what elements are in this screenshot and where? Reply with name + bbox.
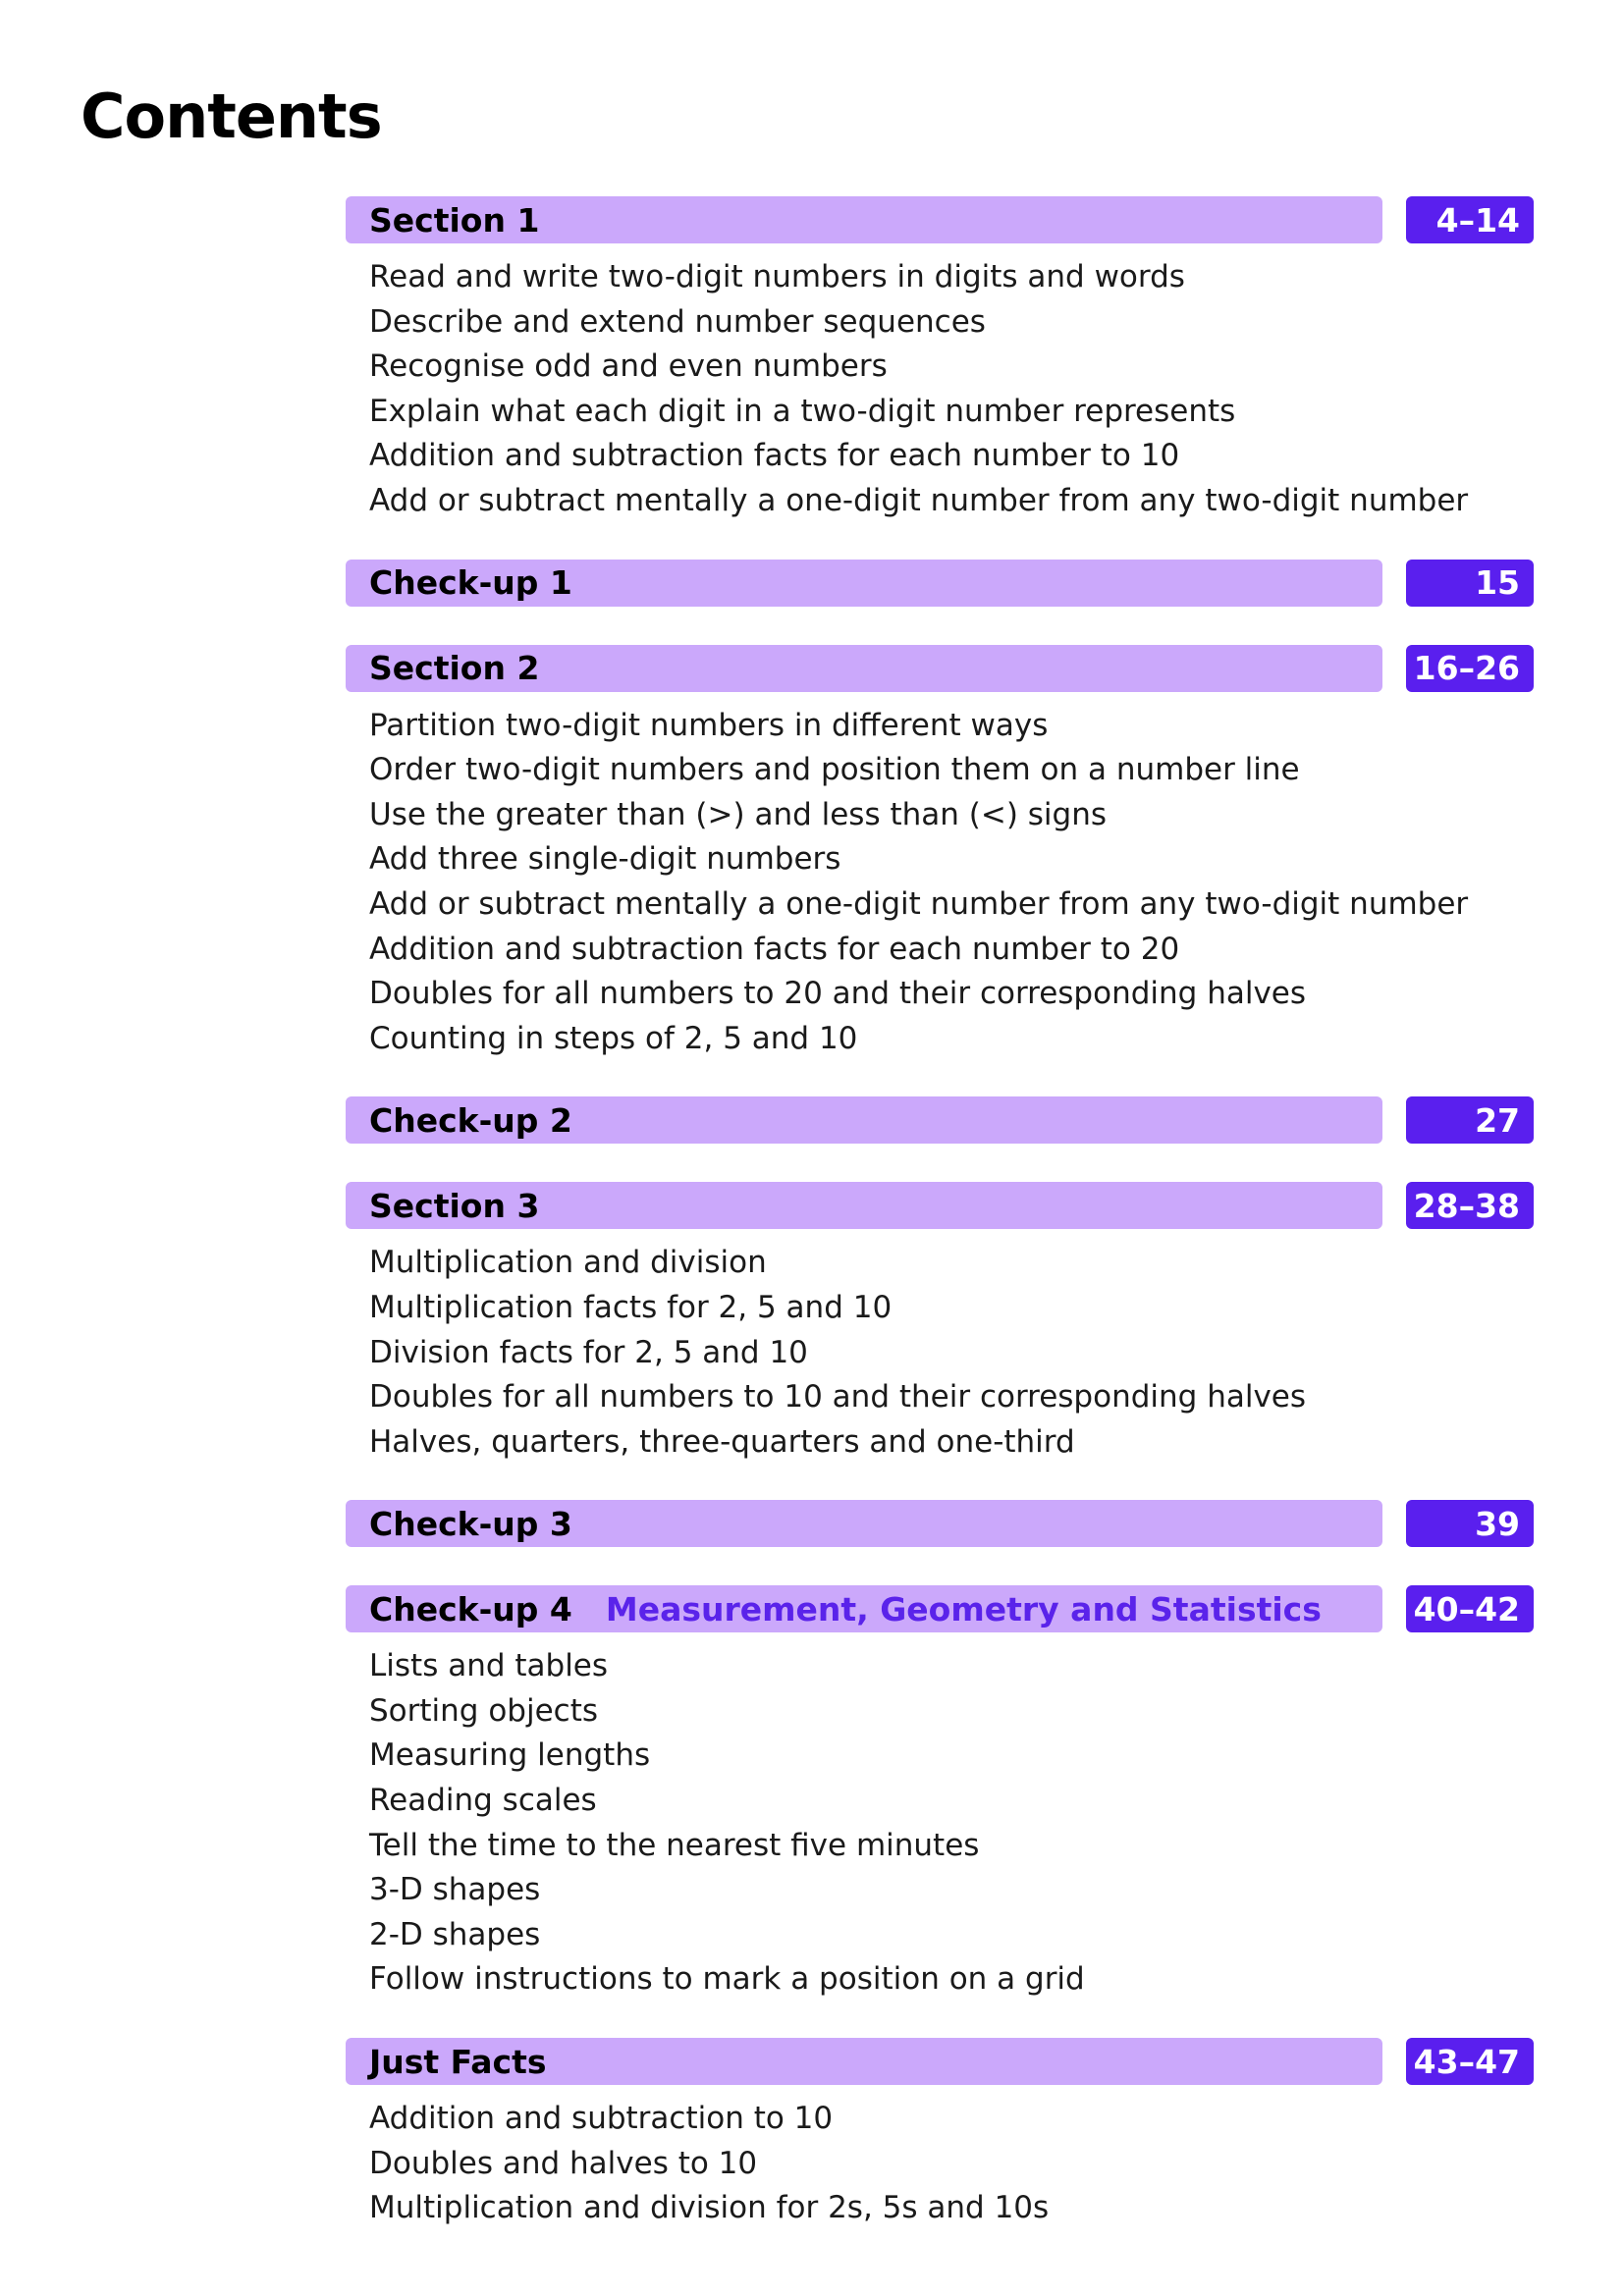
toc-topic: Halves, quarters, three-quarters and one-third — [369, 1423, 1075, 1460]
toc-header-bar[interactable] — [346, 1096, 1382, 1144]
toc-block-section-1 — [346, 196, 1534, 560]
toc-header-label: Just Facts — [369, 2042, 547, 2081]
page-range-badge[interactable]: 40–42 — [1406, 1585, 1534, 1632]
toc-topic: Addition and subtraction to 10 — [369, 2101, 834, 2137]
toc-topic: 3-D shapes — [369, 1872, 541, 1908]
toc-header-bar[interactable] — [346, 1182, 1382, 1229]
toc-header-bar[interactable] — [346, 1500, 1382, 1547]
toc-topic: Doubles for all numbers to 20 and their corresponding halves — [369, 976, 1307, 1012]
toc-topic: Tell the time to the nearest five minutes — [369, 1827, 980, 1863]
toc-topic-list — [369, 2097, 1534, 2231]
toc-header-subtitle: Measurement, Geometry and Statistics — [605, 1589, 1322, 1629]
toc-topic: 2-D shapes — [369, 1916, 541, 1952]
toc-header-label: Section 3 — [369, 1186, 540, 1225]
page-range-badge[interactable]: 4–14 — [1406, 196, 1534, 243]
toc-block-check-up-3 — [346, 1500, 1534, 1585]
toc-topic: Multiplication and division — [369, 1245, 767, 1281]
toc-topic: Recognise odd and even numbers — [369, 348, 888, 385]
toc-topic: Order two-digit numbers and position them on a number line — [369, 752, 1300, 788]
toc-header-label: Check-up 1 — [369, 563, 572, 603]
toc-topic: Doubles and halves to 10 — [369, 2145, 758, 2181]
toc-topic: Addition and subtraction facts for each number to 10 — [369, 438, 1180, 474]
toc-topic: Addition and subtraction facts for each number to 20 — [369, 931, 1180, 967]
toc-topic: Lists and tables — [369, 1648, 609, 1684]
page-range-badge[interactable]: 39 — [1406, 1500, 1534, 1547]
toc-topic: Multiplication facts for 2, 5 and 10 — [369, 1289, 893, 1325]
toc-topic: Follow instructions to mark a position on a grid — [369, 1961, 1085, 1998]
toc-block-section-2 — [346, 645, 1534, 1097]
toc-topic: Partition two-digit numbers in different ways — [369, 707, 1049, 743]
toc-header-bar[interactable] — [346, 2038, 1382, 2085]
toc-header-label: Check-up 4 — [369, 1589, 572, 1629]
toc-topic: Add or subtract mentally a one-digit number from any two-digit number — [369, 482, 1469, 518]
toc-header-row — [346, 196, 1534, 243]
toc-topic: Add or subtract mentally a one-digit number from any two-digit number — [369, 885, 1469, 922]
toc-block-check-up-2 — [346, 1096, 1534, 1182]
toc-header-row — [346, 1182, 1534, 1229]
toc-header-label: Check-up 3 — [369, 1504, 572, 1543]
toc-topic: Read and write two-digit numbers in digits and words — [369, 259, 1185, 294]
page-range-badge[interactable]: 28–38 — [1406, 1182, 1534, 1229]
toc-header-row — [346, 1096, 1534, 1144]
page-range-badge[interactable]: 43–47 — [1406, 2038, 1534, 2085]
page-range-badge[interactable]: 27 — [1406, 1096, 1534, 1144]
toc-header-label: Section 2 — [369, 649, 540, 688]
toc-header-bar[interactable] — [346, 1585, 1382, 1632]
toc-topic-list — [369, 255, 1534, 524]
toc-block-check-up-4 — [346, 1585, 1534, 2038]
toc-header-label: Section 1 — [369, 200, 540, 240]
toc-header-row — [346, 560, 1534, 607]
toc-topic: Use the greater than (>) and less than (<) signs — [369, 796, 1108, 832]
toc-header-row — [346, 1585, 1534, 1632]
toc-topic: Doubles for all numbers to 10 and their corresponding halves — [369, 1379, 1307, 1415]
toc-topic: Add three single-digit numbers — [369, 841, 841, 878]
toc-header-bar[interactable] — [346, 196, 1382, 243]
toc-block-just-facts — [346, 2038, 1534, 2231]
toc-topic-list — [369, 1241, 1534, 1465]
toc-header-label: Check-up 2 — [369, 1100, 572, 1140]
toc-block-check-up-1 — [346, 560, 1534, 645]
toc-topic-list — [369, 1644, 1534, 2002]
toc-topic: Reading scales — [369, 1783, 597, 1819]
page-title: Contents — [81, 80, 382, 152]
toc-block-section-3 — [346, 1182, 1534, 1500]
toc-topic-list — [369, 704, 1534, 1062]
table-of-contents — [346, 196, 1534, 2231]
page-range-badge[interactable]: 15 — [1406, 560, 1534, 607]
toc-topic: Division facts for 2, 5 and 10 — [369, 1334, 808, 1370]
toc-topic: Describe and extend number sequences — [369, 303, 986, 340]
toc-topic: Sorting objects — [369, 1692, 599, 1729]
toc-header-row — [346, 2038, 1534, 2085]
toc-header-bar[interactable] — [346, 645, 1382, 692]
toc-topic: Measuring lengths — [369, 1737, 651, 1774]
toc-header-bar[interactable] — [346, 560, 1382, 607]
toc-topic: Multiplication and division for 2s, 5s and 10s — [369, 2190, 1050, 2226]
toc-topic: Counting in steps of 2, 5 and 10 — [369, 1020, 858, 1056]
page-range-badge[interactable]: 16–26 — [1406, 645, 1534, 692]
toc-header-row — [346, 645, 1534, 692]
toc-header-row — [346, 1500, 1534, 1547]
toc-topic: Explain what each digit in a two-digit number represents — [369, 393, 1236, 429]
